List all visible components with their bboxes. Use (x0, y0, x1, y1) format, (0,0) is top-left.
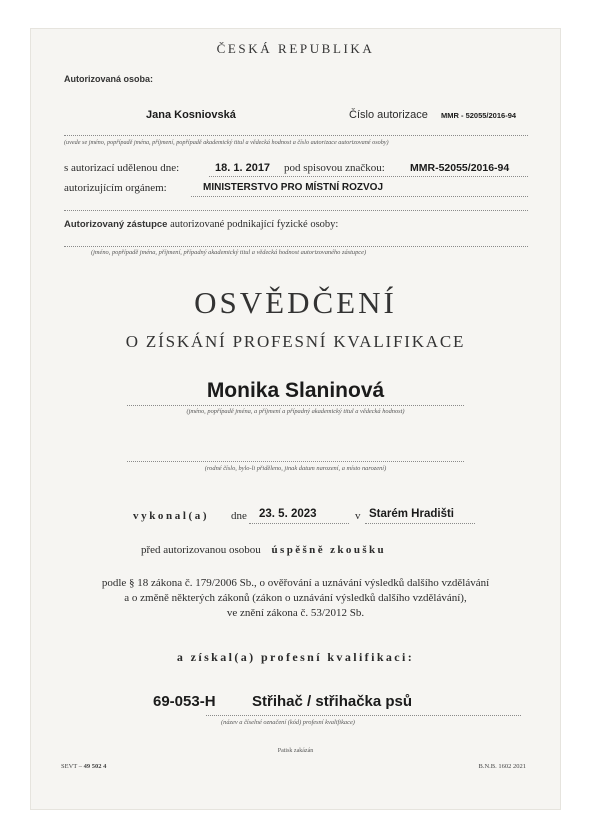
form-code: 49 502 4 (83, 763, 107, 770)
form-number (61, 763, 106, 770)
holder-line (127, 405, 464, 406)
file-number-label: pod spisovou značkou: (284, 162, 385, 174)
authority-line-2 (64, 210, 528, 211)
exam-date-line (249, 523, 349, 524)
authority-label: autorizujícím orgánem: (64, 182, 167, 194)
exam-result: úspěšně zkoušku (271, 544, 387, 556)
granted-date: 18. 1. 2017 (215, 162, 271, 174)
file-number: MMR-52055/2016-94 (410, 162, 510, 174)
qualification-code: 69-053-H (153, 693, 216, 710)
form-prefix: SEVT – (61, 763, 83, 770)
authorization-number: MMR - 52055/2016-94 (441, 111, 517, 120)
law-line-1: podle § 18 zákona č. 179/2006 Sb., o ověřování a uznávání výsledků dalšího vzdělávání (101, 577, 490, 589)
authorized-person-note: (uvede se jméno, popřípadě jména, příjmení, popřípadě akademický titul a vědecká hodnost a číslo autorizace autorizované osoby) (64, 139, 389, 146)
birth-note: (rodné číslo, bylo-li přiděleno, jinak datum narození, a místo narození) (204, 465, 387, 472)
authorized-person-line (64, 135, 528, 136)
exam-date: 23. 5. 2023 (259, 508, 317, 520)
exam-before-text: před autorizovanou osobou (141, 544, 261, 556)
authorized-person-name: Jana Kosniovská (146, 109, 236, 121)
country-heading: ČESKÁ REPUBLIKA (216, 41, 375, 56)
certificate-title: OSVĚDČENÍ (194, 285, 397, 320)
authority-line (191, 196, 528, 197)
holder-note: (jméno, popřípadě jména, a příjmení a případný akademický titul a vědecká hodnost) (186, 408, 405, 415)
qualification-note: (název a číselné označení (kód) profesní kvalifikace) (221, 719, 355, 726)
representative-label (64, 219, 338, 230)
representative-label-rest: autorizované podnikající fyzické osoby: (170, 219, 339, 230)
granted-label: s autorizací udělenou dne: (64, 162, 180, 174)
representative-label-bold: Autorizovaný zástupce (64, 219, 168, 230)
qualification-line (206, 715, 521, 716)
exam-performed-label: vykonal(a) (133, 510, 210, 522)
qualification-acquired-label: a získal(a) profesní kvalifikaci: (176, 650, 415, 664)
reprint-notice: Patisk zakázán (277, 748, 314, 754)
authorization-number-label: Číslo autorizace (349, 109, 428, 121)
print-code: B.N.B. 1602 2021 (478, 763, 526, 770)
certificate-subtitle: O ZÍSKÁNÍ PROFESNÍ KVALIFIKACE (125, 332, 466, 351)
granted-line (209, 176, 528, 177)
representative-line (64, 246, 528, 247)
exam-place: Starém Hradišti (369, 508, 455, 520)
authorized-person-label: Autorizovaná osoba: (64, 74, 154, 84)
law-line-2: a o změně některých zákonů (zákon o uznávání výsledků dalšího vzdělávání), (124, 592, 467, 604)
qualification-name: Střihač / střihačka psů (252, 693, 413, 710)
authority-name: MINISTERSTVO PRO MÍSTNÍ ROZVOJ (203, 182, 384, 193)
exam-place-label: v (355, 510, 361, 522)
birth-line (127, 461, 464, 462)
exam-before-label (141, 544, 386, 556)
exam-date-label: dne (231, 510, 247, 522)
exam-place-line (365, 523, 475, 524)
certificate-page (30, 28, 561, 810)
law-line-3: ve znění zákona č. 53/2012 Sb. (226, 607, 365, 619)
holder-name: Monika Slaninová (206, 379, 385, 402)
representative-note: (jméno, popřípadě jména, příjmení, případný akademický titul a vědecká hodnost autorizovaného zástupce) (91, 249, 367, 256)
